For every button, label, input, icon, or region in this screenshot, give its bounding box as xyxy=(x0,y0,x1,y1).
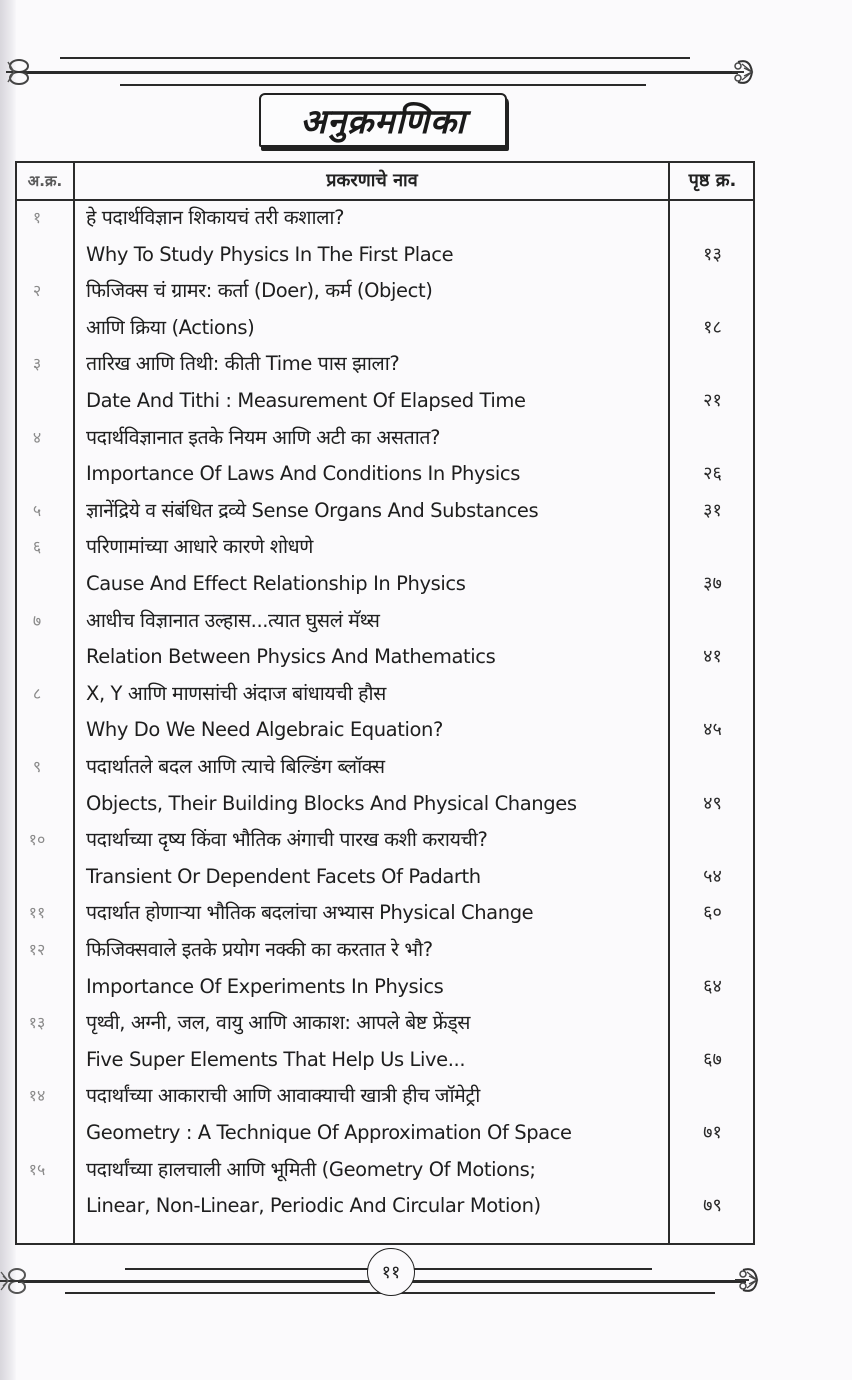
chapter-page-number: ३७ xyxy=(703,573,722,594)
chapter-page-number: १८ xyxy=(703,316,722,338)
chapter-title: आणि क्रिया (Actions) xyxy=(86,315,255,339)
chapter-title: पदार्थाच्या दृष्य किंवा भौतिक अंगाची पारख कशी करायची? xyxy=(86,828,488,852)
chapter-page-number: ३१ xyxy=(703,499,722,521)
page-title-box xyxy=(259,93,507,147)
chapter-title: परिणामांच्या आधारे कारणे शोधणे xyxy=(86,535,313,559)
toc-line xyxy=(17,1152,753,1188)
page-number: ११ xyxy=(367,1248,415,1296)
chapter-serial-number: ३ xyxy=(32,354,42,374)
chapter-serial-number: ११ xyxy=(28,903,46,923)
toc-line xyxy=(17,1115,753,1151)
floral-ornament-icon xyxy=(730,58,756,86)
page-title: अनुक्रमणिका xyxy=(300,102,466,142)
chapter-title: आधीच विज्ञानात उल्हास...त्यात घुसलं मॅथ्स xyxy=(86,608,380,632)
toc-line xyxy=(17,822,753,858)
chapter-title: Geometry : A Technique Of Approximation Of Space xyxy=(86,1121,572,1144)
chapter-serial-number: ८ xyxy=(32,683,42,703)
toc-line xyxy=(17,493,753,529)
toc-line xyxy=(17,200,753,236)
chapter-serial-number: ९ xyxy=(32,757,42,776)
toc-line xyxy=(17,969,753,1005)
chapter-page-number: ४९ xyxy=(703,792,722,814)
chapter-title: Five Super Elements That Help Us Live... xyxy=(86,1047,466,1071)
chapter-page-number: ७९ xyxy=(703,1195,722,1217)
toc-line xyxy=(17,566,753,602)
toc-line xyxy=(17,1078,753,1114)
chapter-title: Objects, Their Building Blocks And Physical Changes xyxy=(86,791,577,815)
chapter-page-number: ६७ xyxy=(703,1048,722,1070)
chapter-serial-number: ७ xyxy=(32,610,42,630)
chapter-title: Why Do We Need Algebraic Equation? xyxy=(86,718,443,742)
toc-line xyxy=(17,456,753,492)
toc-line xyxy=(17,932,753,968)
toc-line xyxy=(17,639,753,675)
toc-line xyxy=(17,712,753,748)
chapter-page-number: ५४ xyxy=(703,865,722,887)
chapter-page-number: ६० xyxy=(703,902,722,924)
header-chapter-name: प्रकरणाचे नाव xyxy=(326,170,418,191)
chapter-serial-number: २ xyxy=(32,281,42,301)
toc-table xyxy=(15,161,755,1245)
chapter-title: पदार्थांच्या आकाराची आणि आवाक्याची खात्री हीच जॉमेट्री xyxy=(86,1084,480,1108)
chapter-title: फिजिक्स चं ग्रामर: कर्ता (Doer), कर्म (Object) xyxy=(86,279,433,303)
chapter-serial-number: १ xyxy=(32,208,42,227)
chapter-page-number: २६ xyxy=(703,463,722,485)
chapter-title: ज्ञानेंद्रिये व संबंधित द्रव्ये Sense Organs And Substances xyxy=(86,498,539,522)
chapter-page-number: ६४ xyxy=(703,975,722,997)
top-rule-lower-line xyxy=(120,84,646,86)
chapter-serial-number: १३ xyxy=(28,1013,46,1033)
toc-line xyxy=(17,749,753,785)
toc-line xyxy=(17,310,753,346)
chapter-title: पदार्थांच्या हालचाली आणि भूमिती (Geometry Of Motions; xyxy=(86,1157,536,1181)
toc-line xyxy=(17,237,753,273)
floral-ornament-icon xyxy=(735,1266,761,1294)
floral-ornament-icon xyxy=(4,58,30,86)
chapter-serial-number: १२ xyxy=(28,940,46,959)
chapter-page-number: ४१ xyxy=(703,646,722,668)
header-serial: अ.क्र. xyxy=(27,172,63,190)
chapter-page-number: ४५ xyxy=(703,719,722,741)
table-header-row xyxy=(17,163,753,201)
chapter-serial-number: ६ xyxy=(32,537,42,557)
chapter-title: पृथ्वी, अग्नी, जल, वायु आणि आकाश: आपले बेष्ट फ्रेंड्स xyxy=(86,1011,471,1035)
chapter-title: पदार्थविज्ञानात इतके नियम आणि अटी का असतात? xyxy=(86,425,441,449)
chapter-serial-number: ५ xyxy=(32,500,42,520)
chapter-title: Linear, Non-Linear, Periodic And Circular Motion) xyxy=(86,1194,541,1218)
chapter-title: Cause And Effect Relationship In Physics xyxy=(86,572,466,595)
toc-line xyxy=(17,273,753,309)
chapter-serial-number: १० xyxy=(28,830,46,850)
chapter-page-number: २१ xyxy=(703,390,722,411)
book-gutter-shadow xyxy=(0,0,16,1380)
toc-line xyxy=(17,420,753,456)
toc-line xyxy=(17,859,753,895)
floral-ornament-icon xyxy=(0,1267,26,1295)
chapter-title: Transient Or Dependent Facets Of Padarth xyxy=(86,864,481,888)
chapter-title: फिजिक्सवाले इतके प्रयोग नक्की का करतात रे भौ? xyxy=(86,938,433,961)
chapter-title: Relation Between Physics And Mathematics xyxy=(86,645,496,669)
header-page-number: पृष्ठ क्र. xyxy=(688,170,737,191)
toc-line xyxy=(17,676,753,712)
chapter-title: Importance Of Laws And Conditions In Physics xyxy=(86,462,520,486)
chapter-title: X, Y आणि माणसांची अंदाज बांधायची हौस xyxy=(86,681,386,705)
chapter-title: पदार्थात होणाऱ्या भौतिक बदलांचा अभ्यास Physical Change xyxy=(86,901,534,925)
chapter-title: Date And Tithi : Measurement Of Elapsed Time xyxy=(86,389,526,412)
chapter-title: Why To Study Physics In The First Place xyxy=(86,242,454,266)
toc-line xyxy=(17,1188,753,1224)
chapter-title: Importance Of Experiments In Physics xyxy=(86,974,444,998)
chapter-serial-number: १५ xyxy=(28,1159,46,1179)
top-rule-upper-line xyxy=(60,57,690,59)
toc-line xyxy=(17,383,753,419)
top-rule-main xyxy=(26,71,738,74)
toc-line xyxy=(17,529,753,565)
toc-line xyxy=(17,603,753,639)
toc-line xyxy=(17,346,753,382)
chapter-page-number: १३ xyxy=(703,243,722,265)
toc-line xyxy=(17,1042,753,1078)
chapter-title: तारिख आणि तिथी: कीती Time पास झाला? xyxy=(86,352,400,376)
chapter-serial-number: १४ xyxy=(28,1086,46,1106)
chapter-title: हे पदार्थविज्ञान शिकायचं तरी कशाला? xyxy=(86,206,345,229)
chapter-page-number: ७१ xyxy=(703,1122,722,1143)
toc-line xyxy=(17,895,753,931)
chapter-title: पदार्थातले बदल आणि त्याचे बिल्डिंग ब्लॉक्स xyxy=(86,755,385,778)
toc-line xyxy=(17,786,753,822)
toc-line xyxy=(17,1005,753,1041)
chapter-serial-number: ४ xyxy=(32,427,42,447)
